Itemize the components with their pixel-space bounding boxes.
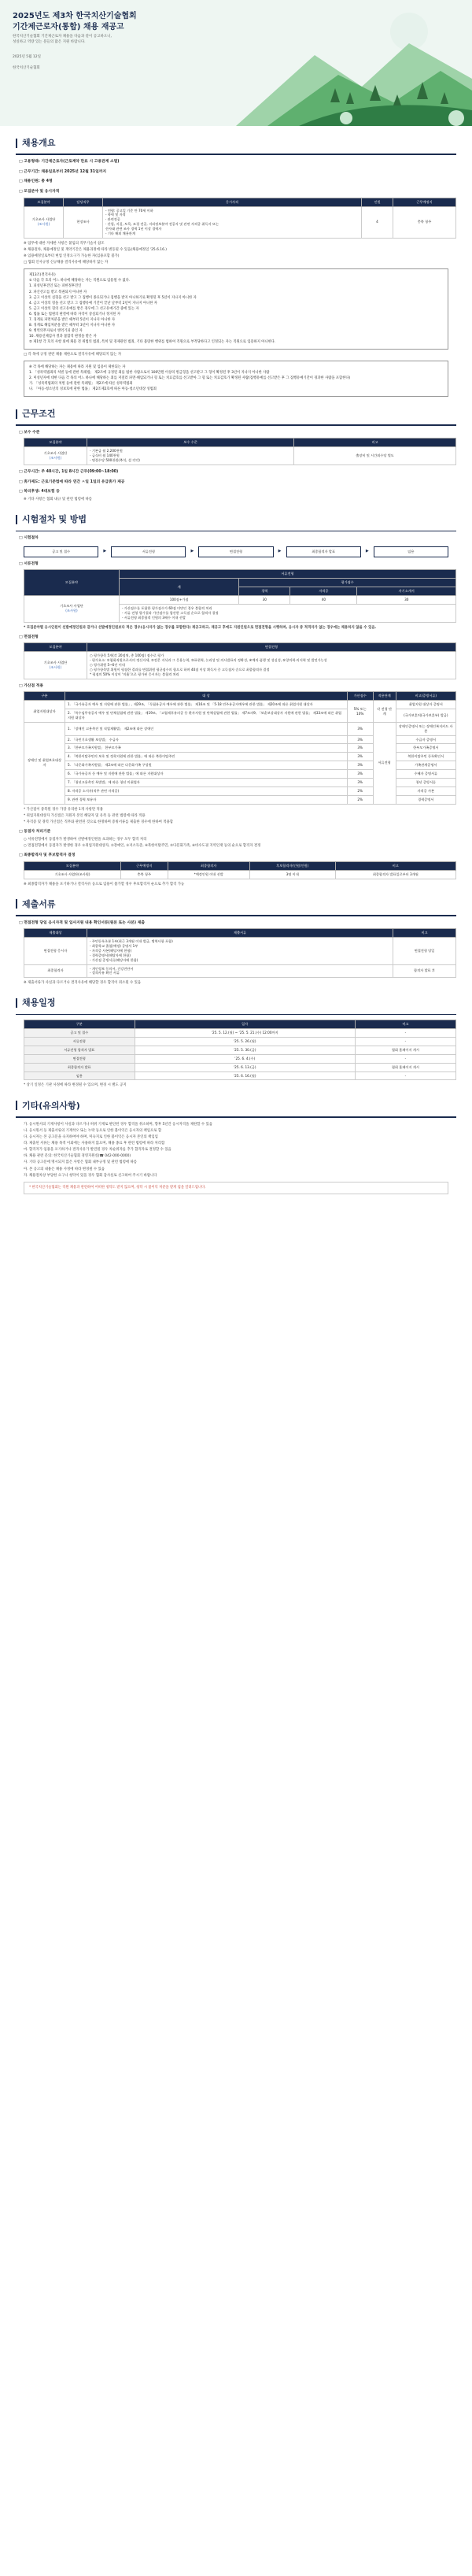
step-4: 최종합격자 발표 bbox=[286, 546, 361, 557]
final-table: 모집분야 근무예정지 최종합격자 후보합격자(인원/인원) 비고 기초조사 사업단(조사원) 충북 청주 *예정인원 이내 선발 3명 이내 최종합격자 발표일로부터 3개월 bbox=[24, 861, 456, 879]
employment-type: □ 고용형태: 기간제근로자(근로계약 만료 시 고용관계 소멸) bbox=[19, 159, 120, 164]
headcount: □ 채용인원: 총 4명 bbox=[19, 180, 53, 184]
section-title: 시험절차 및 방법 bbox=[16, 513, 456, 525]
pay-table: 모집분야 보수 수준 비고 기초조사 사업단 (조사원) - 기본급 월 2,200천원 - 급식비 월 140천원 - 명절수당 500천원(추석, 설 각각) 출장비 및 시간외수당 별도 bbox=[24, 438, 456, 465]
document-screening-table: 모집분야 서류전형 계 평가점수 경력 자격증 자기소개서 기초조사 사업단 (조사원) 100점+가점 30 40 30 - 가산점수를 포함한 평가점수가 60점 미만인 경우 불합격 처리 - 서류 전형 평가결과 가산점수를 합산한 고득점 순으로 합격자 결정 - 서류전형 최종합격 인원의 3배수 이내 선발 bbox=[24, 569, 456, 622]
title-line-1: 2025년도 제3차 한국치산기술협회 bbox=[13, 12, 137, 20]
section-title: 기타(유의사항) bbox=[16, 1100, 456, 1112]
hero-description bbox=[13, 35, 112, 46]
process-flow: 공고 및 접수 ▶ 서류전형 ▶ 면접전형 ▶ 최종합격자 발표 ▶ 임용 bbox=[24, 546, 448, 557]
title-line-2: 기간제근로자(통합) 채용 재공고 bbox=[13, 22, 124, 31]
section-schedule: 채용일정 구분 일자 비고 공고 및 접수 ‘25. 5. 12.(월) ~ ‘25. 5. 21.(수) 12:00까지 - 서류전형 ‘25. 5. 26.(월) - 서류전형 합격자 발표 ‘25. 5. 30.(금) 협회 홈페이지 게시 면접전형 ‘25. 6. 4.(수) - 최종합격자 발표 ‘25. 6. 13.(금) 협회 홈페이지 게시 임용 ‘25. 6. 16.(월) - * 상기 일정은 기관 사정에 따라 변경될 수 있으며, 변경 시 별도 공지 bbox=[0, 997, 472, 1088]
work-period: □ 근무기간: 채용일로부터 2025년 12월 31일까지 bbox=[19, 169, 107, 174]
section-process: 시험절차 및 방법 □ 시험절차 공고 및 접수 ▶ 서류전형 ▶ 면접전형 ▶ 최종합격자 발표 ▶ 임용 □ 서류전형 모집분야 서류전형 계 평가점수 경력 자격증 자기소개서 기초조사 사업단 (조사원) 100점+가점 30 40 30 - 가산점수를 포함한 평가점수가 60점 미만인 경우 불합격 처리 - 서류 전형 평가결과 가산점수를 합산한 고득점 순으로 합격자 결정 - 서류전형 최종합격 인원의 3배수 이내 선발 * 모집분야별 응시인원이 선발예정인원과 같거나 선발예정인원보다 적은 경우(응시자가 없는 경우를 포함한다) 재공고하고, 재공고 후에도 지원인원으로 면접전형을 시행하며, 응시자 중 적격자가 없는 경우에는 채용하지 않을 수 있음. □ 면접전형 모집분야 면접전형 기초조사 사업단 (조사원) ○ 평가항목 5개(각 20점씩, 총 100점) 점수로 평가 - 평가요소: ①협회직원으로서의 정신자세, ②전문 지식과 그 응용능력, ③표현력, 논리성 및 의사발표의 정확성, ④예의·품행 및 성실성, ⑤창의력·의지력 및 발전가능성 ○ 평가위원 5~6인 이내 ○ 평가항목별 위원이 평점한 결과를 면접위원 평균점수의 합으로 하며 40점 이상 획득자 중 고득점자 순으로 최종합격자 결정 * 평점의 50% 이상이 ‘미흡’으로 평가된 응시자는 불합격 처리 □ 가산점 적용 구분 대 상 가산점수 적용단계 비고(증빙서류) 취업지원대상자 1. 「국가유공자 예우 및 지원에 관한 법률」, 제29조, 「독립유공자 예우에 관한 법률」 제16조 및 「5·18 민주유공자예우에 관한 법률」 제20조에 따른 취업지원 대상자 5% 또는 10% 각 전형 단계 취업지원 대상자 증명서 2. 「특수임무유공자 예우 및 단체설립에 관한 법률」 제19조, 「고엽제후유의증 등 환자지원 및 단체설립에 관한 법률」 제7조의9, 「보훈보상대상자 지원에 관한 법률」 제33조에 따른 취업지원 대상자 (국가보훈처(국가보훈부) 발급) 장애인 및 취업보호대상자 1. 「장애인 고용촉진 및 직업재활법」 제2조에 따른 장애인 3% 서류전형 장애인증명서 또는 장애인복지카드 사본 2. 「국민기초생활 보장법」 수급자 3% 수급자 증명서 3. 「한부모가족지원법」 한부모가족 3% 한부모가족증명서 4. 「북한이탈주민의 보호 및 정착지원에 관한 법률」에 따른 북한이탈주민 3% 북한이탈주민 등록확인서 5. 「다문화가족지원법」 제2조에 따른 다문화가족 구성원 3% 가족관계증명서 6. 「국가유공자 등 예우 및 지원에 관한 법률」에 따른 지원대상자 3% 수혜자 증명서류 7. 「청년고용촉진 특별법」에 따른 청년 미취업자 3% 청년 증빙서류 8. 자격증 소지자(직무 관련 자격증) 2% 자격증 사본 9. 관련 경력 보유자 2% 경력증명서 * 가산점이 중복될 경우 가장 유리한 1개 사항만 적용 * 취업지원대상자 가산점은 지원자 본인 해당자 및 유족 등 관련 법령에 따라 적용 * 자격증 및 경력 가산점은 직무와 관련된 것으로 한정하며 증빙서류를 제출한 경우에 한하여 적용함 □ 동점자 처리기준 ○ 서류전형에서 동점자가 발생하여 선발예정인원을 초과하는 경우 모두 합격 처리 ○ 면접전형에서 동점자가 발생한 경우 ①취업지원대상자, ②장애인, ③저소득층, ④북한이탈주민, ⑤다문화가족, ⑥비수도권 지역인재 등의 순으로 합격자 결정 □ 최종합격자 및 후보합격자 결정 모집분야 근무예정지 최종합격자 후보합격자(인원/인원) 비고 기초조사 사업단(조사원) 충북 청주 *예정인원 이내 선발 3명 이내 최종합격자 발표일로부터 3개월 ※ 최종합격자가 채용을 포기하거나 결격사유 등으로 임용이 불가할 경우 후보합격자 순으로 추가 합격 가능 bbox=[0, 513, 472, 886]
interview-table: 모집분야 면접전형 기초조사 사업단 (조사원) ○ 평가항목 5개(각 20점씩, 총 100점) 점수로 평가 - 평가요소: ①협회직원으로서의 정신자세, ②전문 지식과 그 응용능력, ③표현력, 논리성 및 의사발표의 정확성, ④예의·품행 및 성실성, ⑤창의력·의지력 및 발전가능성 ○ 평가위원 5~6인 이내 ○ 평가항목별 위원이 평점한 결과를 면접위원 평균점수의 합으로 하며 40점 이상 획득자 중 고득점자 순으로 최종합격자 결정 * 평점의 50% 이상이 ‘미흡’으로 평가된 응시자는 불합격 처리 bbox=[24, 642, 456, 679]
section-title: 채용개요 bbox=[16, 137, 456, 149]
section-notes: 기타(유의사항) 가. 응시원서의 기재사항이 사실과 다르거나 허위 기재로 판단된 경우 합격을 취소하며, 향후 5년간 응시자격을 제한할 수 있음 나. 응시원서 등 제출서류의 기재착오 또는 누락 등으로 인한 불이익은 응시자의 책임으로 함 다. 응시자는 본 공고문을 숙지하여야 하며, 미숙지로 인한 불이익은 응시자 본인의 책임임 라. 제출된 서류는 채용 목적 이외에는 사용하지 않으며, 채용 종료 후 관련 법령에 따라 처리함 마. 합격자가 임용을 포기하거나 결격사유가 발견될 경우 차순위자를 추가 합격자로 결정할 수 있음 바. 채용 관련 문의: 한국치산기술협회 경영지원실(☎ 042-000-0000) 사. 기타 공고문에 명시되지 않은 사항은 협회 내부규정 및 관련 법령에 따름 아. 본 공고의 내용은 채용 사정에 따라 변경될 수 있음 자. 채용절차상 부당한 요구나 청탁이 있을 경우 협회 감사실로 신고하여 주시기 바랍니다 * 한국치산기술협회는 직원 채용과 관련하여 어떠한 청탁도 받지 않으며, 청탁 시 불이익 처분을 받게 됨을 알려드립니다. bbox=[0, 1100, 472, 1194]
step-5: 임용 bbox=[374, 546, 448, 557]
desc-line-2: 성실하고 역량 있는 분들의 많은 지원 바랍니다. bbox=[13, 39, 86, 44]
step-2: 서류전형 bbox=[111, 546, 186, 557]
field-table: 모집분야 담당직무 응시자격 인원 근무예정지 기초조사 사업단 (조사원) 현장조사 - 연령: 공고일 기준 만 70세 이하 - 학력 및 자격 · 관련전공 · 산림, 지질, 토목, 조경 전공, 지리정보분야 전공자 및 관련 자격증 취득자 또는 산사태 관련 조사 경력 1년 이상 경력자 - 기타 해외 채용관계 4 충북 청주 bbox=[24, 198, 456, 239]
section-title: 제출서류 bbox=[16, 898, 456, 910]
hero-date: 2025년 5월 12일 bbox=[13, 55, 41, 59]
section-title: 근무조건 bbox=[16, 408, 456, 420]
step-3: 면접전형 bbox=[198, 546, 273, 557]
bonus-table: 구분 대 상 가산점수 적용단계 비고(증빙서류) 취업지원대상자 1. 「국가유공자 예우 및 지원에 관한 법률」, 제29조, 「독립유공자 예우에 관한 법률」 제16조 및 「5·18 민주유공자예우에 관한 법률」 제20조에 따른 취업지원 대상자 5% 또는 10% 각 전형 단계 취업지원 대상자 증명서 2. 「특수임무유공자 예우 및 단체설립에 관한 법률」 제19조, 「고엽제후유의증 등 환자지원 및 단체설립에 관한 법률」 제7조의9, 「보훈보상대상자 지원에 관한 법률」 제33조에 따른 취업지원 대상자 (국가보훈처(국가보훈부) 발급) 장애인 및 취업보호대상자 1. 「장애인 고용촉진 및 직업재활법」 제2조에 따른 장애인 3% 서류전형 장애인증명서 또는 장애인복지카드 사본 2. 「국민기초생활 보장법」 수급자 3% 수급자 증명서 3. 「한부모가족지원법」 한부모가족 3% 한부모가족증명서 4. 「북한이탈주민의 보호 및 정착지원에 관한 법률」에 따른 북한이탈주민 3% 북한이탈주민 등록확인서 5. 「다문화가족지원법」 제2조에 따른 다문화가족 구성원 3% 가족관계증명서 6. 「국가유공자 등 예우 및 지원에 관한 법률」에 따른 지원대상자 3% 수혜자 증명서류 7. 「청년고용촉진 특별법」에 따른 청년 미취업자 3% 청년 증빙서류 8. 자격증 소지자(직무 관련 자격증) 2% 자격증 사본 9. 관련 경력 보유자 2% 경력증명서 bbox=[24, 691, 456, 804]
restriction-box: ※ 각 목에 해당하는 자는 채용에 따라 지원 및 임용이 제한되는 자 1. 「성폭력범죄의 처벌 등에 관한 특례법」 제2조에 규정된 죄를 범한 사람으로서 100만원 이상의 벌금형을 선고받고 그 형이 확정된 후 3년이 지나지 아니한 사람 2. 미성년자에 대한 다음 각 목의 어느 하나에 해당하는 죄를 저질러 파면·해임되거나 형 또는 치료감호를 선고받아 그 형 또는 치료감호가 확정된 사람(집행유예를 선고받은 후 그 집행유예기간이 경과한 사람을 포함한다) 가. 「성폭력범죄의 처벌 등에 관한 특례법」 제2조에 따른 성폭력범죄 나. 「아동·청소년의 성보호에 관한 법률」 제2조제2호에 따른 아동·청소년대상 성범죄 bbox=[24, 361, 448, 397]
section-recruitment-overview: 채용개요 □ 고용형태: 기간제근로자(근로계약 만료 시 고용관계 소멸) □ 근무기간: 채용일로부터 2025년 12월 31일까지 □ 채용인원: 총 4명 □ 모집분야 및 응시자격 모집분야 담당직무 응시자격 인원 근무예정지 기초조사 사업단 (조사원) 현장조사 - 연령: 공고일 기준 만 70세 이하 - 학력 및 자격 · 관련전공 · 산림, 지질, 토목, 조경 전공, 지리정보분야 전공자 및 관련 자격증 취득자 또는 산사태 관련 조사 경력 1년 이상 경력자 - 기타 해외 채용관계 4 충북 청주 ※ 업무에 대한 자세한 사항은 붙임의 직무기술서 참조 ※ 채용절차, 채용예정일 및 계약기간은 채용과정에 따라 변동될 수 있음(채용예정일 ‘25.6.16.) ※ 임용예정일로부터 현업 인정요구가 가능한 자(임용포함 불가) □ 협회 인사규정 신규채용 결격사유에 해당하지 않는 자 제13조(결격사유) ① 다음 각 호의 어느 하나에 해당하는 자는 직원으로 임용될 수 없다. 1. 피성년후견인 또는 피한정후견인 2. 파산선고를 받고 복권되지 아니한 자 3. 금고 이상의 실형을 선고 받고 그 집행이 종료되거나 집행을 받지 아니하기로 확정된 후 5년이 지나지 아니한 자 4. 금고 이상의 형을 선고 받고 그 집행유예 기간이 끝난 날부터 2년이 지나지 아니한 자 5. 금고 이상의 형의 선고유예를 받은 경우에 그 선고유예기간 중에 있는 자 6. 법률 또는 법원의 판결에 따라 자격이 상실되거나 정지된 자 7. 징계로 파면처분을 받은 때부터 5년이 지나지 아니한 자 8. 징계로 해임처분을 받은 때부터 3년이 지나지 아니한 자 9. 병역의무자로서 병역기피 중인 자 10. 채용신체검사 결과 불합격 판정을 받은 자 ② 제1항 각 호의 사항 외에 채용 전 위법의 범죄, 특히 및 경제관련 범죄, 기타 불량한 행위를 범하여 직원으로 부적당하다고 인정되는 자는 직원으로 임용하지 아니한다. □ 각 목에 규정 관련 채용 제한으로 결격사유에 해당되지 않는 자 ※ 각 목에 해당하는 자는 채용에 따라 지원 및 임용이 제한되는 자 1. 「성폭력범죄의 처벌 등에 관한 특례법」 제2조에 규정된 죄를 범한 사람으로서 100만원 이상의 벌금형을 선고받고 그 형이 확정된 후 3년이 지나지 아니한 사람 2. 미성년자에 대한 다음 각 목의 어느 하나에 해당하는 죄를 저질러 파면·해임되거나 형 또는 치료감호를 선고받아 그 형 또는 치료감호가 확정된 사람(집행유예를 선고받은 후 그 집행유예기간이 경과한 사람을 포함한다) 가. 「성폭력범죄의 처벌 등에 관한 특례법」 제2조에 따른 성폭력범죄 나. 「아동·청소년의 성보호에 관한 법률」 제2조제2호에 따른 아동·청소년대상 성범죄 bbox=[0, 137, 472, 397]
section-title: 채용일정 bbox=[16, 997, 456, 1009]
notice-box: * 한국치산기술협회는 직원 채용과 관련하여 어떠한 청탁도 받지 않으며, 청탁 시 불이익 처분을 받게 됨을 알려드립니다. bbox=[24, 1182, 448, 1194]
hero-banner bbox=[0, 0, 472, 126]
field-heading: □ 모집분야 및 응시자격 bbox=[19, 190, 60, 194]
hero-org: 한국치산기술협회 bbox=[13, 66, 40, 70]
section-working-conditions: 근무조건 □ 보수 수준 모집분야 보수 수준 비고 기초조사 사업단 (조사원) - 기본급 월 2,200천원 - 급식비 월 140천원 - 명절수당 500천원(추석, 설 각각) 출장비 및 시간외수당 별도 □ 근무시간: 주 40시간, 1일 8시간 근무(09:00~18:00) □ 휴가제도: 근로기준법에 따라 연간 ㅅ일 1일의 유급휴가 제공 □ 복리후생: 4대보험 등 ※ 기타 사항은 협회 내규 및 관련 법령에 따름 bbox=[0, 408, 472, 502]
desc-line-1: 한국치산기술협회 기간제근로자 채용을 다음과 같이 공고하오니, bbox=[13, 35, 112, 39]
disqualification-box: 제13조(결격사유) ① 다음 각 호의 어느 하나에 해당하는 자는 직원으로 임용될 수 없다. 1. 피성년후견인 또는 피한정후견인 2. 파산선고를 받고 복권되지 아니한 자 3. 금고 이상의 실형을 선고 받고 그 집행이 종료되거나 집행을 받지 아니하기로 확정된 후 5년이 지나지 아니한 자 4. 금고 이상의 형을 선고 받고 그 집행유예 기간이 끝난 날부터 2년이 지나지 아니한 자 5. 금고 이상의 형의 선고유예를 받은 경우에 그 선고유예기간 중에 있는 자 6. 법률 또는 법원의 판결에 따라 자격이 상실되거나 정지된 자 7. 징계로 파면처분을 받은 때부터 5년이 지나지 아니한 자 8. 징계로 해임처분을 받은 때부터 3년이 지나지 아니한 자 9. 병역의무자로서 병역기피 중인 자 10. 채용신체검사 결과 불합격 판정을 받은 자 ② 제1항 각 호의 사항 외에 채용 전 위법의 범죄, 특히 및 경제관련 범죄, 기타 불량한 행위를 범하여 직원으로 부적당하다고 인정되는 자는 직원으로 임용하지 아니한다. bbox=[24, 268, 448, 349]
section-documents: 제출서류 □ 면접전형 당일 응시자격 및 입사지원 내용 확인서류(원본 또는 사본) 제출 제출대상 제출서류 비고 면접전형 응시자 - 주민등록초본 1부(최근 3개월 이내 발급, 병역사항 포함) - 최종학교 졸업(예정) 증명서 1부 - 자격증 사본(해당자에 한함) - 경력증명서(해당자에 한함) - 가산점 증빙서류(해당자에 한함) 면접전형 당일 최종합격자 - 개인정보 동의서, 건강진단서 - 결격사유 확인 서류 합격자 발표 후 ※ 제출서류가 사실과 다르거나 결격사유에 해당할 경우 합격이 취소될 수 있음 bbox=[0, 898, 472, 986]
documents-table: 제출대상 제출서류 비고 면접전형 응시자 - 주민등록초본 1부(최근 3개월 이내 발급, 병역사항 포함) - 최종학교 졸업(예정) 증명서 1부 - 자격증 사본(해당자에 한함) - 경력증명서(해당자에 한함) - 가산점 증빙서류(해당자에 한함) 면접전형 당일 최종합격자 - 개인정보 동의서, 건강진단서 - 결격사유 확인 서류 합격자 발표 후 bbox=[24, 928, 456, 978]
schedule-table: 구분 일자 비고 공고 및 접수 ‘25. 5. 12.(월) ~ ‘25. 5. 21.(수) 12:00까지 - 서류전형 ‘25. 5. 26.(월) - 서류전형 합격자 발표 ‘25. 5. 30.(금) 협회 홈페이지 게시 면접전형 ‘25. 6. 4.(수) - 최종합격자 발표 ‘25. 6. 13.(금) 협회 홈페이지 게시 임용 ‘25. 6. 16.(월) - bbox=[24, 1020, 456, 1080]
page-title bbox=[13, 11, 137, 32]
step-1: 공고 및 접수 bbox=[24, 546, 98, 557]
